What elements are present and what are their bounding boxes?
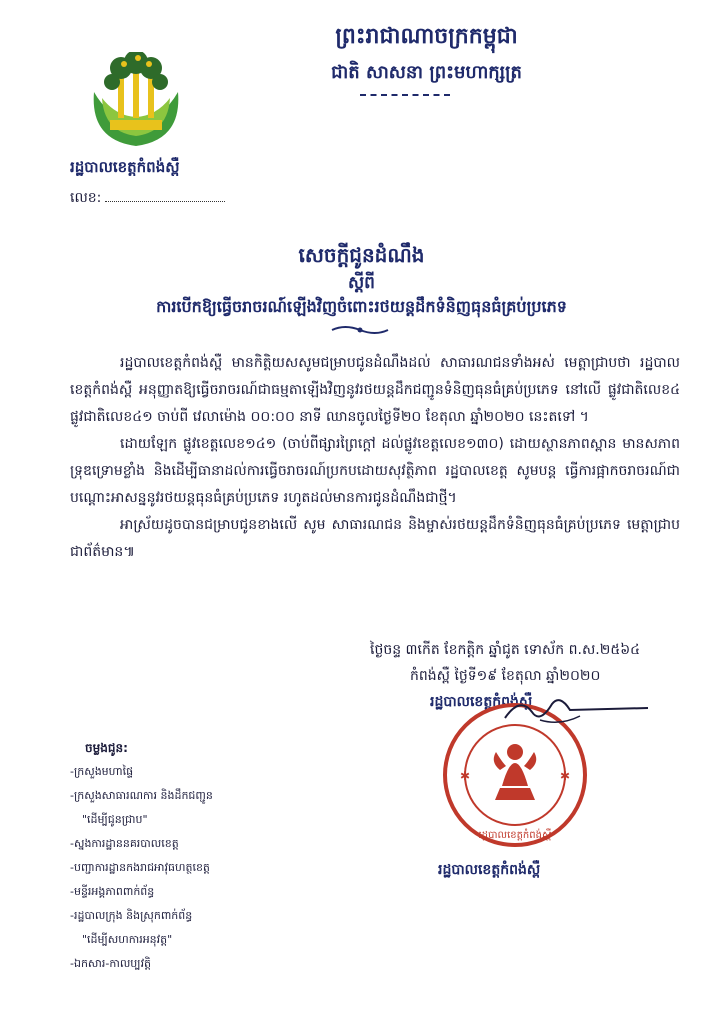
national-motto: ជាតិ សាសនា ព្រះមហាក្សត្រ xyxy=(331,62,522,83)
signer-title-bottom: រដ្ឋបាលខេត្តកំពង់ស្ពឺ xyxy=(438,862,541,878)
announcement-subject: ការបើកឱ្យធ្វើចរាចរណ៍ឡើងវិញចំពោះរថយន្តដឹកទំនិញធុនធំគ្រប់ប្រភេទ xyxy=(156,297,567,316)
svg-text:✱: ✱ xyxy=(460,769,471,783)
body-paragraph-3: អាស្រ័យដូចបានជម្រាបជូនខាងលើ សូម សាធារណជន និងម្ចាស់រថយន្តដឹកទំនិញធុនធំគ្រប់ប្រភេទ មេត្តាជ្រាបជាព័ត៌មាន៕ xyxy=(70,517,680,560)
number-dotted-line xyxy=(105,189,225,202)
province-logo-icon xyxy=(80,52,192,152)
announcement-title: សេចក្តីជូនដំណឹង xyxy=(298,243,425,267)
issuer-admin-name: រដ្ឋបាលខេត្តកំពង់ស្ពឺ xyxy=(70,158,180,176)
announcement-body xyxy=(70,350,680,566)
recipients-list xyxy=(70,760,213,976)
recipient-item: -ក្រសួងមហាផ្ទៃ xyxy=(70,765,134,778)
recipient-item: -មន្ទីរអង្គភាពពាក់ព័ន្ធ xyxy=(70,885,155,898)
body-paragraph-2: ដោយឡែក ផ្លូវខេត្តលេខ១៤១ (ចាប់ពីផ្សារព្រៃក្តៅ ដល់ផ្លូវខេត្តលេខ១៣០) ដោយស្ថានភាពស្ពាន មានសភាពទ្រុឌទ្រោមខ្លាំង និងដើម្បីធានាដល់ការធ្វើចរាចរណ៍ប្រកបដោយសុវត្ថិភាព រដ្ឋបាលខេត្ត សូមបន្ត ធ្វើការផ្អាកចរាចរណ៍ជាបណ្តោះអាសន្ននូវរថយន្តធុនធំគ្រប់ប្រភេទ រហូតដល់មានការជូនដំណឹងជាថ្មី។ xyxy=(70,436,680,506)
recipient-note: "ដើម្បីសហការអនុវត្ត" xyxy=(82,933,173,946)
recipients-heading: ចម្លងជូន: xyxy=(85,741,128,755)
number-label: លេខ: xyxy=(70,190,102,206)
recipient-item: -បញ្ជាការដ្ឋានកងរាជអាវុធហត្ថខេត្ត xyxy=(70,861,210,874)
recipient-note: "ដើម្បីជូនជ្រាប" xyxy=(82,813,148,826)
recipient-item: -ឯកសារ-កាលប្បវត្តិ xyxy=(70,957,152,970)
body-paragraph-1: រដ្ឋបាលខេត្តកំពង់ស្ពឺ មានកិត្តិយសសូមជម្រាបជូនដំណឹងដល់ សាធារណជនទាំងអស់ មេត្តាជ្រាបថា រដ្ឋបាលខេត្តកំពង់ស្ពឺ អនុញ្ញាតឱ្យធ្វើចរាចរណ៍ជាធម្មតាឡើងវិញនូវរថយន្តដឹកជញ្ជូនទំនិញធុនធំគ្រប់ប្រភេទ នៅលើ ផ្លូវជាតិលេខ៤ ផ្លូវជាតិលេខ៤១ ចាប់ពី វេលាម៉ោង ០០:០០ នាទី ឈានចូលថ្ងៃទី២០ ខែតុលា ឆ្នាំ២០២០ នេះតទៅ ។ xyxy=(70,355,680,425)
recipient-item: -រដ្ឋបាលក្រុង និងស្រុកពាក់ព័ន្ធ xyxy=(70,909,193,922)
recipient-item: -ស្នងការដ្ឋាននគរបាលខេត្ត xyxy=(70,837,179,850)
svg-text:✱: ✱ xyxy=(560,769,571,783)
lunar-date: ថ្ងៃចន្ទ ៣កើត ខែកត្តិក ឆ្នាំជូត ទោស័ក ព.ស.២៥៦៤ xyxy=(370,642,641,658)
announcement-about: ស្តីពី xyxy=(348,273,375,293)
ornament-divider-icon xyxy=(330,324,390,336)
signer-title-top: រដ្ឋបាលខេត្តកំពង់ស្ពឺ xyxy=(430,694,533,710)
seal-text: រដ្ឋបាលខេត្តកំពង់ស្ពឺ xyxy=(478,830,552,841)
motto-divider xyxy=(360,94,450,96)
solar-date: កំពង់ស្ពឺ ថ្ងៃទី១៩ ខែតុលា ឆ្នាំ២០២០ xyxy=(410,668,601,684)
handwritten-signature-icon xyxy=(500,690,650,730)
kingdom-heading: ព្រះរាជាណាចក្រកម្ពុជា xyxy=(335,24,518,49)
document-number xyxy=(70,188,225,209)
recipient-item: -ក្រសួងសាធារណការ និងដឹកជញ្ជូន xyxy=(70,789,213,802)
